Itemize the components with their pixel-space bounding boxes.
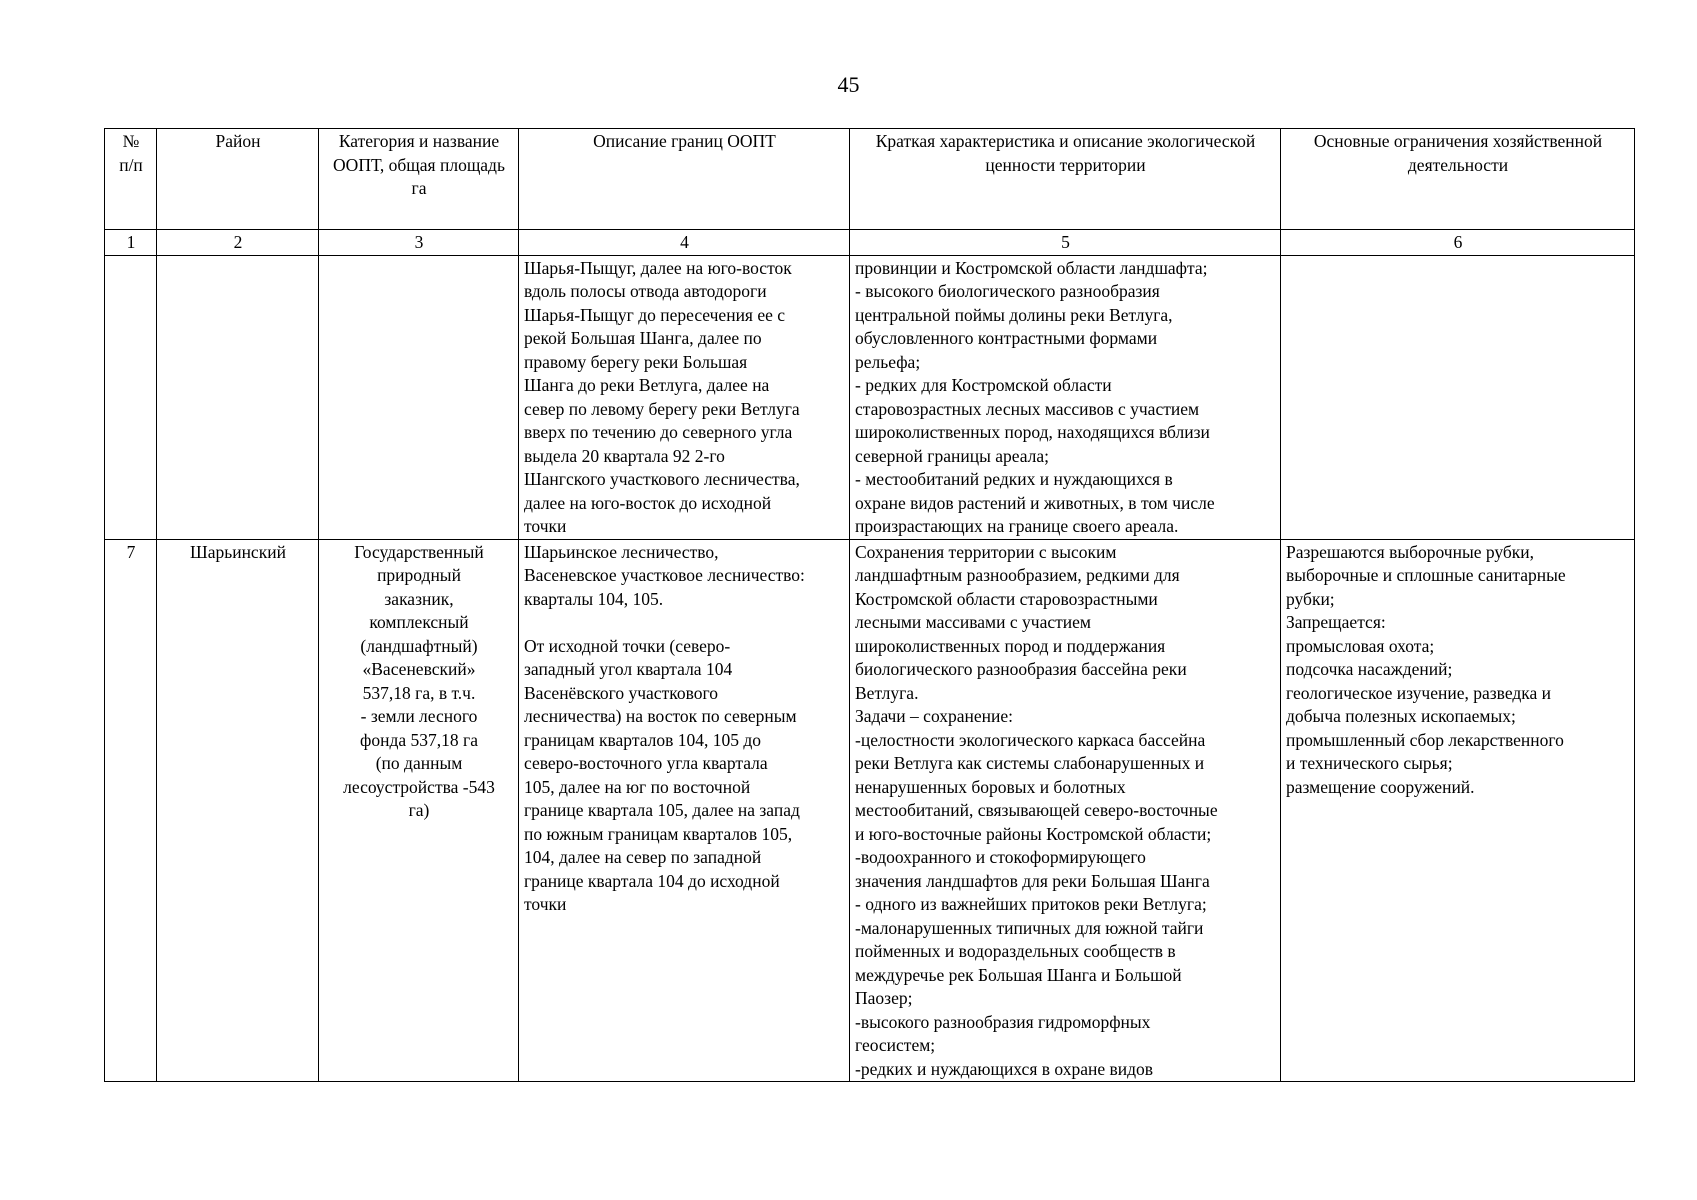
- header-boundaries: Описание границ ООПТ: [519, 129, 850, 230]
- column-number-row: [105, 230, 1635, 256]
- header-characteristics: Краткая характеристика и описание экологической ценности территории: [850, 129, 1281, 230]
- row-characteristics: Сохранения территории с высоким ландшафтным разнообразием, редкими для Костромской области старовозрастными лесными массивами с участием широколиственных пород и поддержания биологического разнообразия бассейна реки Ветлуга. Задачи – сохранение: -целостности экологического каркаса бассейна реки Ветлуга как системы слабонарушенных и ненарушенных боровых и болотных местообитаний, связывающей северо-восточные и юго-восточные районы Костромской области; -водоохранного и стокоформирующего значения ландшафтов для реки Большая Шанга - одного из важнейших притоков реки Ветлуга; -малонарушенных типичных для южной тайги пойменных и водораздельных сообществ в междуречье рек Большая Шанга и Большой Паозер; -высокого разнообразия гидроморфных геосистем; -редких и нуждающихся в охране видов: [850, 539, 1281, 1082]
- header-restrictions: Основные ограничения хозяйственной деятельности: [1281, 129, 1635, 230]
- row-restrictions: Разрешаются выборочные рубки, выборочные и сплошные санитарные рубки; Запрещается: промысловая охота; подсочка насаждений; геологическое изучение, разведка и добыча полезных ископаемых; промышленный сбор лекарственного и технического сырья; размещение сооружений.: [1281, 539, 1635, 1082]
- column-number: 2: [157, 230, 319, 256]
- row-number: [105, 255, 157, 539]
- table-row: [105, 255, 1635, 539]
- column-number: 1: [105, 230, 157, 256]
- row-characteristics: провинции и Костромской области ландшафта; - высокого биологического разнообразия центральной поймы долины реки Ветлуга, обусловленного контрастными формами рельефа; - редких для Костромской области старовозрастных лесных массивов с участием широколиственных пород, находящихся вблизи северной границы ареала; - местообитаний редких и нуждающихся в охране видов растений и животных, в том числе произрастающих на границе своего ареала.: [850, 255, 1281, 539]
- row-district: [157, 255, 319, 539]
- row-category: Государственный природный заказник, комплексный (ландшафтный) «Васеневский» 537,18 га, в т.ч. - земли лесного фонда 537,18 га (по данным лесоустройства -543 га): [319, 539, 519, 1082]
- page-number: 45: [837, 72, 860, 97]
- protected-areas-table: [104, 128, 1635, 1082]
- header-category: Категория и название ООПТ, общая площадь га: [319, 129, 519, 230]
- column-number: 6: [1281, 230, 1635, 256]
- header-district: Район: [157, 129, 319, 230]
- column-number: 5: [850, 230, 1281, 256]
- row-district: Шарьинский: [157, 539, 319, 1082]
- row-number: 7: [105, 539, 157, 1082]
- row-boundaries: Шарьинское лесничество, Васеневское участковое лесничество: кварталы 104, 105. От исходной точки (северо- западный угол квартала 104 Васенёвского участкового лесничества) на восток по северным границам кварталов 104, 105 до северо-восточного угла квартала 105, далее на юг по восточной границе квартала 105, далее на запад по южным границам кварталов 105, 104, далее на север по западной границе квартала 104 до исходной точки: [519, 539, 850, 1082]
- row-boundaries: Шарья-Пыщуг, далее на юго-восток вдоль полосы отвода автодороги Шарья-Пыщуг до пересечения ее с рекой Большая Шанга, далее по правому берегу реки Большая Шанга до реки Ветлуга, далее на север по левому берегу реки Ветлуга вверх по течению до северного угла выдела 20 квартала 92 2-го Шангского участкового лесничества, далее на юго-восток до исходной точки: [519, 255, 850, 539]
- table-row: [105, 539, 1635, 1082]
- column-number: 3: [319, 230, 519, 256]
- column-number: 4: [519, 230, 850, 256]
- header-number: № п/п: [105, 129, 157, 230]
- table-header-row: [105, 129, 1635, 230]
- row-category: [319, 255, 519, 539]
- row-restrictions: [1281, 255, 1635, 539]
